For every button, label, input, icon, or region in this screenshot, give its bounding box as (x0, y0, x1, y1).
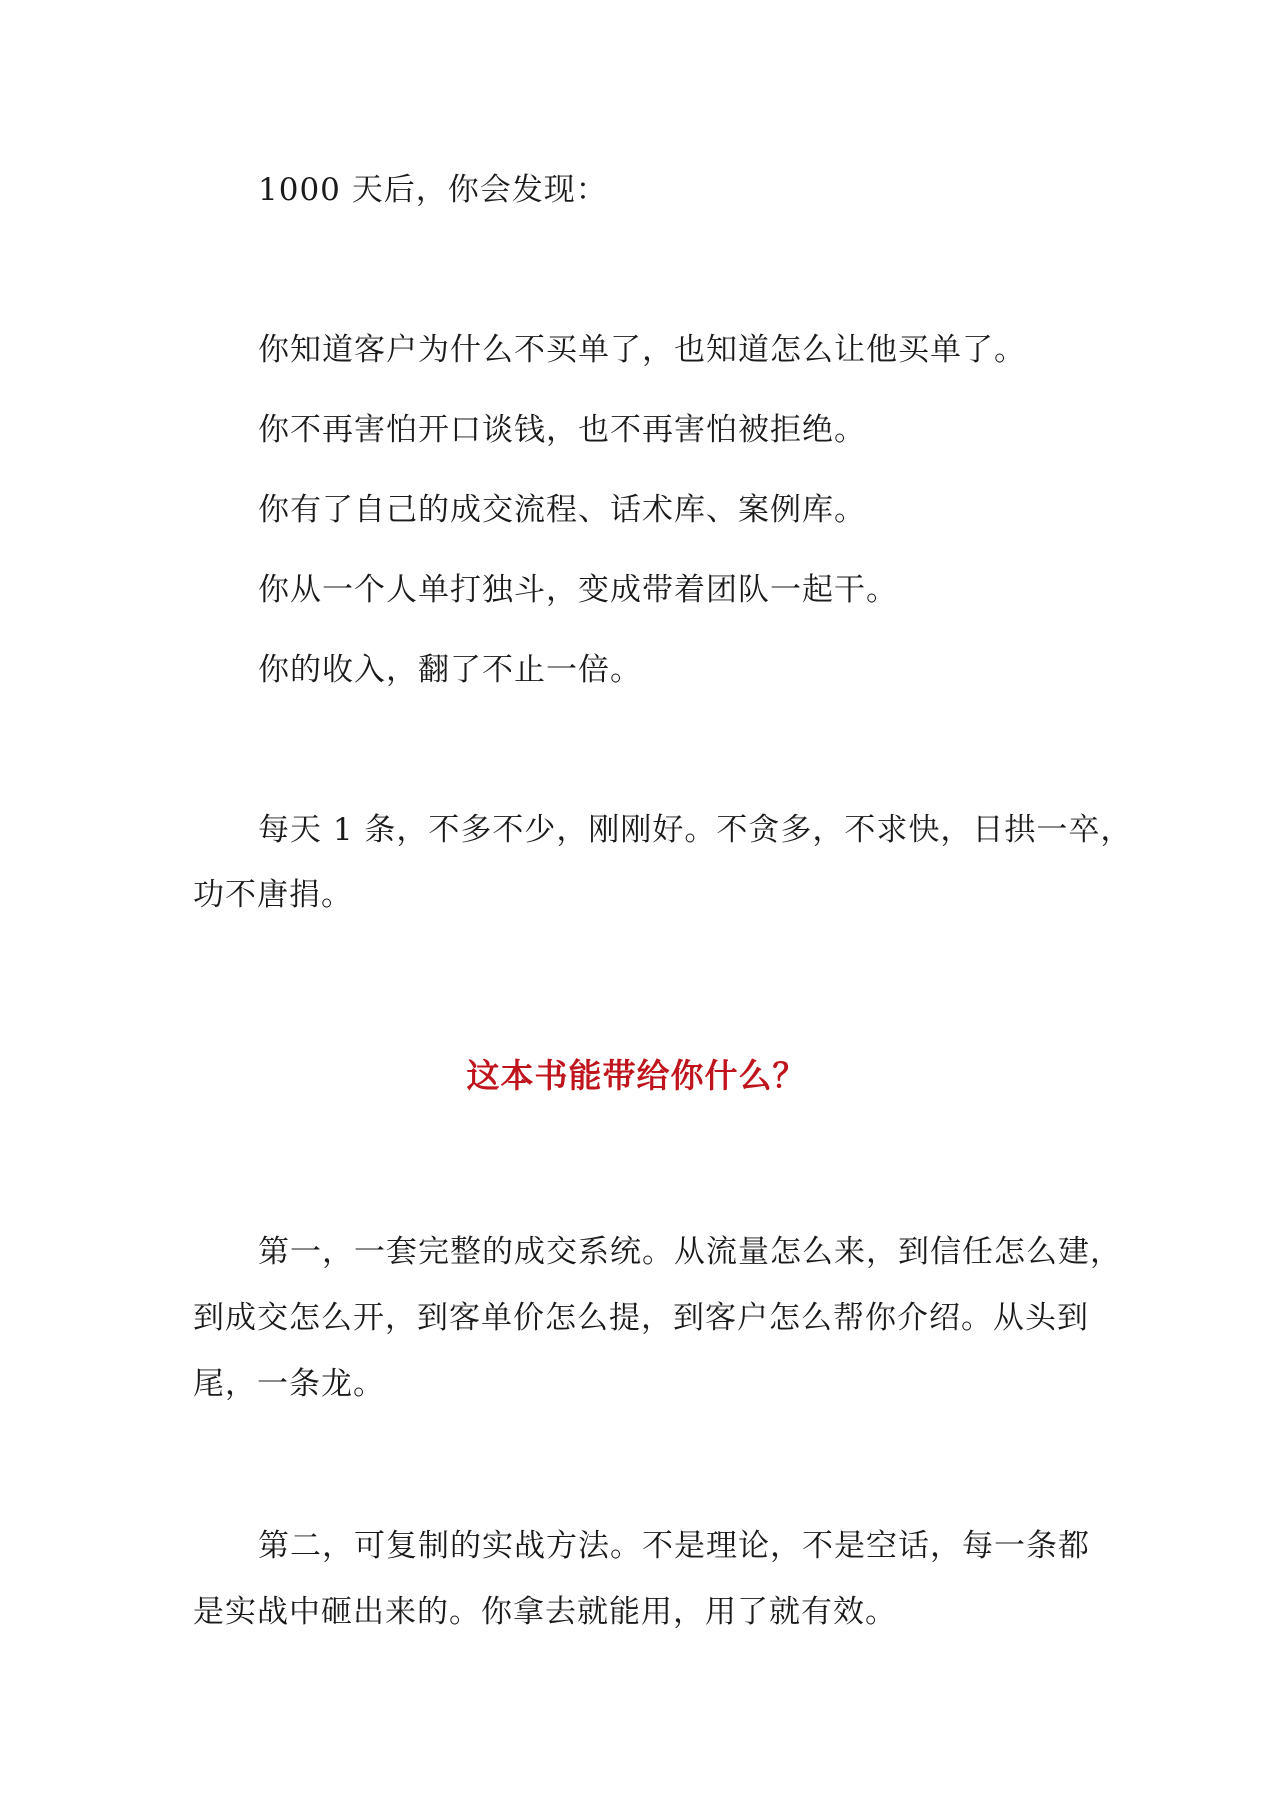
benefit-one-line-1: 第一，一套完整的成交系统。从流量怎么来，到信任怎么建， (258, 1234, 1122, 1270)
finding-5: 你的收入，翻了不止一倍。 (258, 652, 642, 688)
benefit-one-line-3: 尾，一条龙。 (193, 1366, 385, 1402)
section-heading: 这本书能带给你什么？ (466, 1056, 807, 1095)
benefit-two-line-1: 第二，可复制的实战方法。不是理论，不是空话，每一条都 (258, 1528, 1090, 1564)
finding-4: 你从一个人单打独斗，变成带着团队一起干。 (258, 572, 898, 608)
daily-line-1: 每天 1 条，不多不少，刚刚好。不贪多，不求快，日拱一卒， (258, 812, 1133, 848)
daily-line-2: 功不唐捐。 (193, 877, 353, 913)
benefit-two-line-2: 是实战中砸出来的。你拿去就能用，用了就有效。 (193, 1594, 897, 1630)
benefit-one-line-2: 到成交怎么开，到客单价怎么提，到客户怎么帮你介绍。从头到 (193, 1300, 1089, 1336)
intro-lead: 1000 天后，你会发现： (258, 172, 608, 208)
finding-1: 你知道客户为什么不买单了，也知道怎么让他买单了。 (258, 332, 1026, 368)
finding-3: 你有了自己的成交流程、话术库、案例库。 (258, 492, 866, 528)
finding-2: 你不再害怕开口谈钱，也不再害怕被拒绝。 (258, 412, 866, 448)
